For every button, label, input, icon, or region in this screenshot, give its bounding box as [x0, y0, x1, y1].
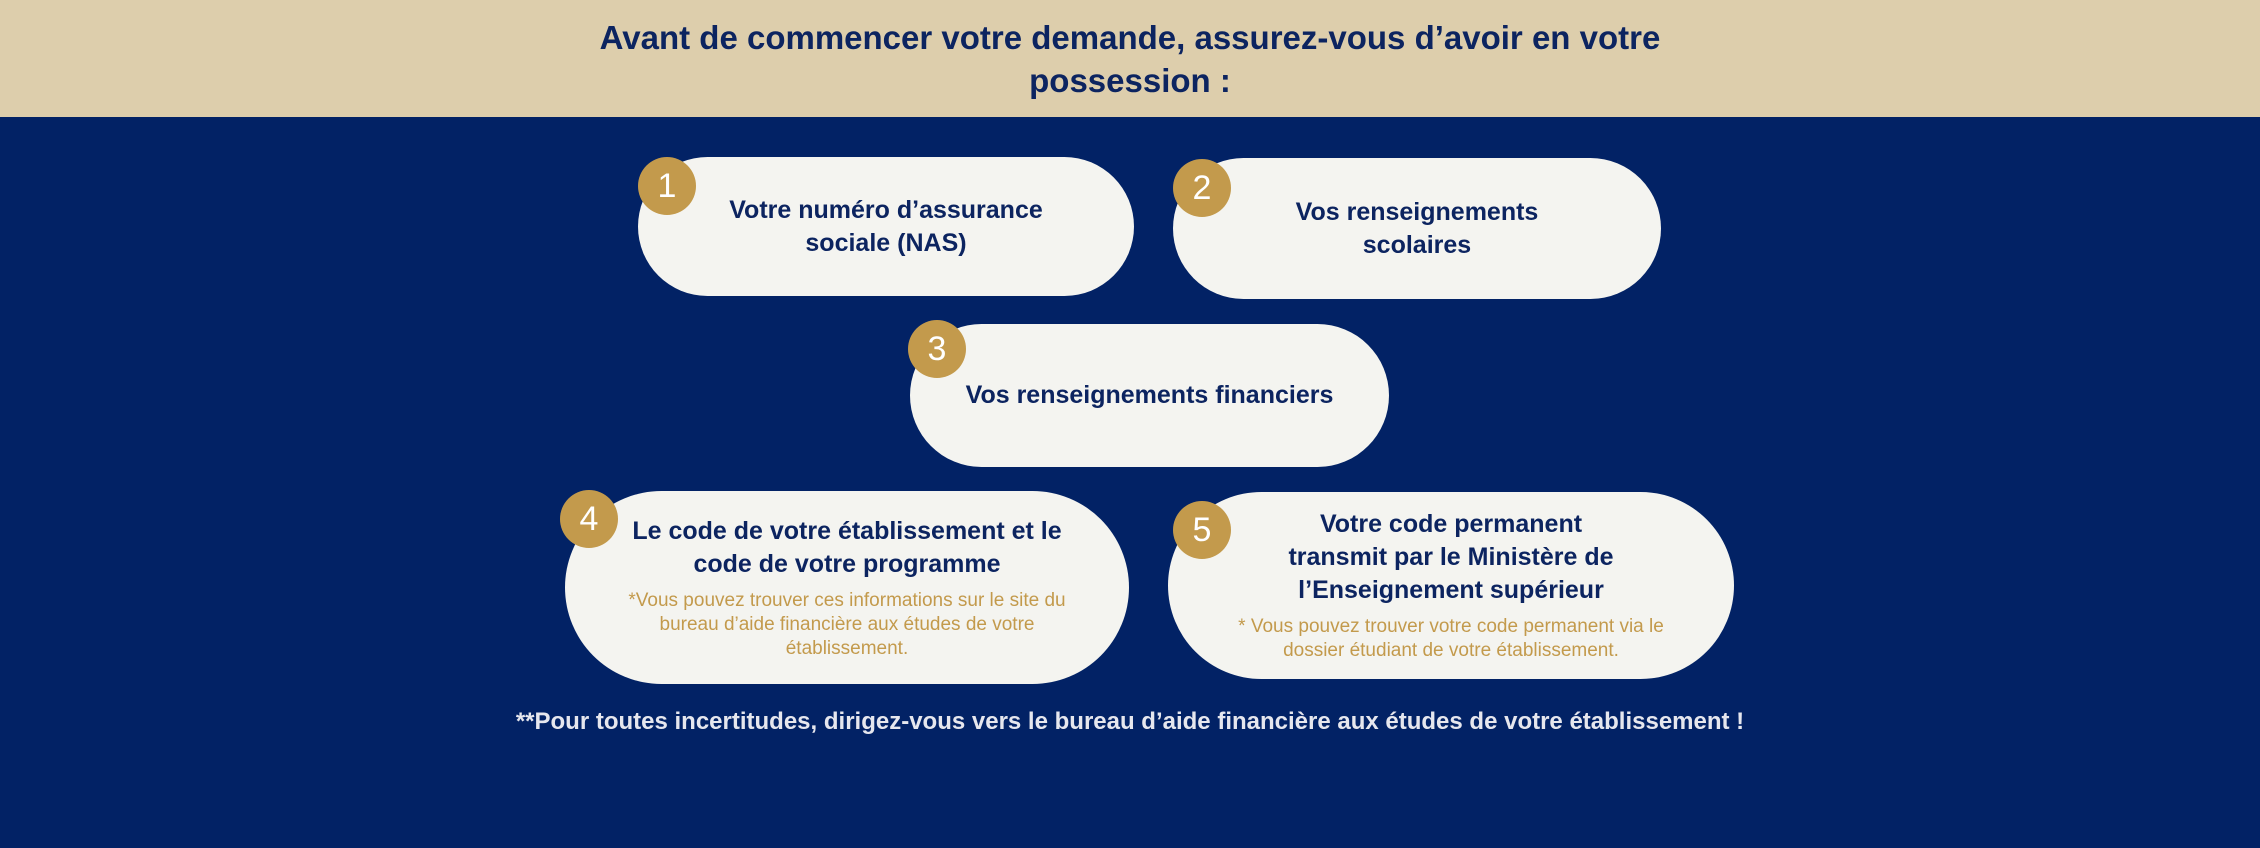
step-number-badge: 4 [560, 490, 618, 548]
requirement-card-1 [638, 157, 1134, 296]
step-number-badge: 3 [908, 320, 966, 378]
requirement-title: Le code de votre établissement et le code de votre programme [632, 516, 1062, 578]
requirement-title: Votre numéro d’assurance sociale (NAS) [729, 195, 1043, 257]
requirement-title: Vos renseignements financiers [965, 381, 1334, 409]
requirement-title: Vos renseignements scolaires [1295, 197, 1539, 259]
requirement-note: * Vous pouvez trouver votre code permanent via le dossier étudiant de votre établissement. [1238, 616, 1664, 661]
requirement-card-5 [1168, 492, 1734, 679]
requirement-note: *Vous pouvez trouver ces informations sur le site du bureau d’aide financière aux études de votre établissement. [628, 589, 1066, 659]
requirement-card-3 [910, 324, 1389, 467]
step-number-badge: 2 [1173, 159, 1231, 217]
header-banner [0, 0, 2260, 117]
requirement-card-2 [1173, 158, 1661, 299]
page-title: Avant de commencer votre demande, assurez-vous d’avoir en votre possession : [599, 18, 1661, 99]
step-number-badge: 5 [1173, 501, 1231, 559]
step-number-badge: 1 [638, 157, 696, 215]
requirement-title: Votre code permanent transmit par le Ministère de l’Enseignement supérieur [1288, 510, 1614, 604]
footer-note: **Pour toutes incertitudes, dirigez-vous vers le bureau d’aide financière aux études de votre établissement ! [515, 708, 1745, 735]
requirement-card-4 [565, 491, 1129, 684]
